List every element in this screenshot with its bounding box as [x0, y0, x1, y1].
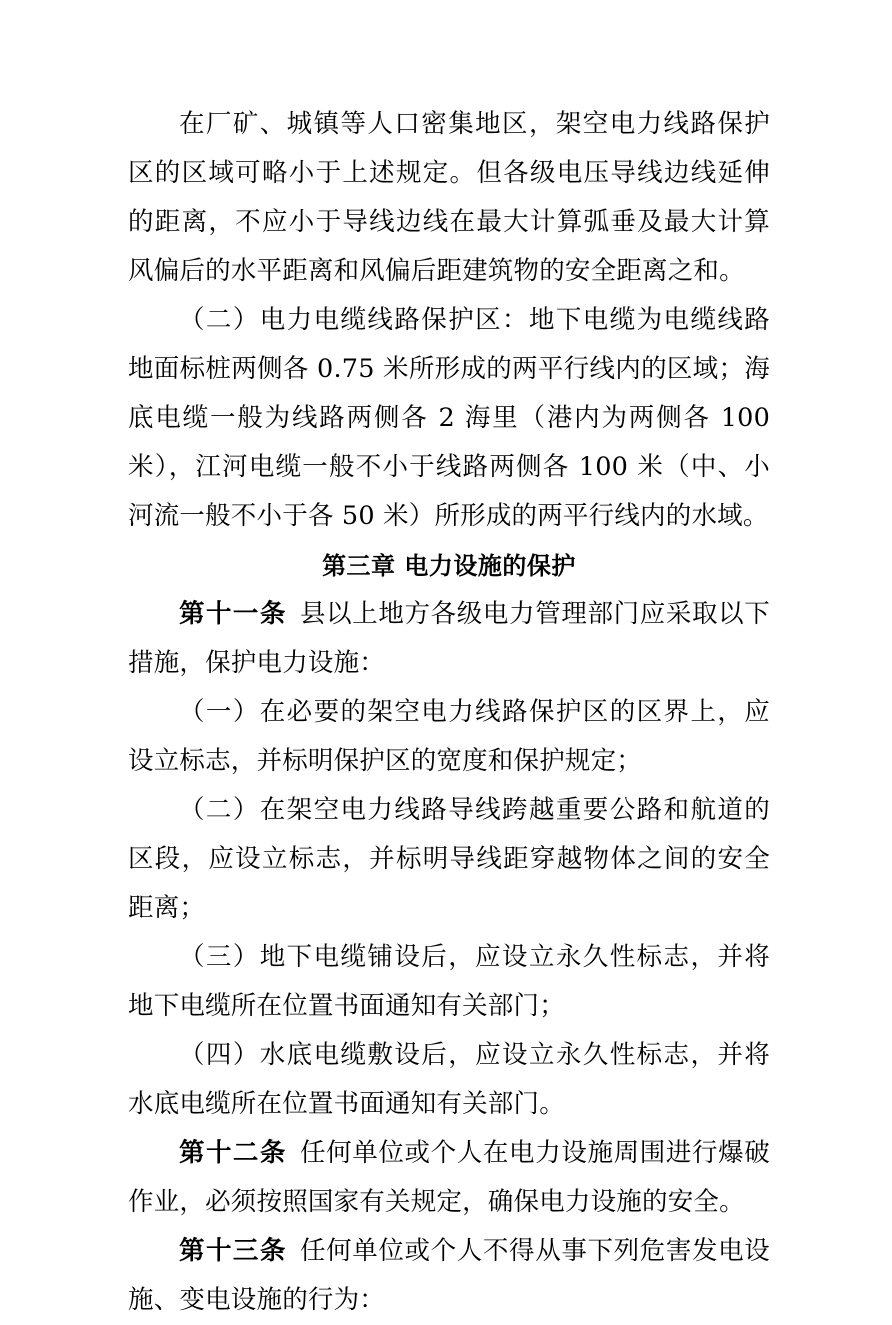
article-13-text: 任何单位或个人不得从事下列危害发电设施、变电设施的行为：: [128, 1236, 770, 1315]
paragraph-overhead-line-urban: 在厂矿、城镇等人口密集地区，架空电力线路保护区的区域可略小于上述规定。但各级电压导线边线延伸的距离，不应小于导线边线在最大计算弧垂及最大计算风偏后的水平距离和风偏后距建筑物的安全距离之和。: [128, 109, 770, 286]
article-11-item-1: （一）在必要的架空电力线路保护区的区界上，应设立标志，并标明保护区的宽度和保护规定；: [128, 697, 770, 776]
paragraph-cable-protection-zone: （二）电力电缆线路保护区：地下电缆为电缆线路地面标桩两侧各 0.75 米所形成的两平行线内的区域；海底电缆一般为线路两侧各 2 海里（港内为两侧各 100 米），江河电缆一般不小于线路两侧各 100 米（中、小河流一般不小于各 50 米）所形成的两平行线内的水域。: [128, 305, 770, 531]
chapter-heading: 第三章 电力设施的保护: [322, 551, 576, 580]
article-12-label: 第十二条: [179, 1138, 287, 1168]
article-11: [128, 590, 770, 688]
article-13: [128, 1227, 770, 1325]
article-11-item-4: （四）水底电缆敷设后，应设立永久性标志，并将水底电缆所在位置书面通知有关部门。: [128, 1040, 770, 1119]
article-11-label: 第十一条: [179, 599, 287, 629]
article-12-text: 任何单位或个人在电力设施周围进行爆破作业，必须按照国家有关规定，确保电力设施的安全。: [128, 1138, 770, 1217]
document-body: [128, 100, 770, 1325]
article-12: [128, 1129, 770, 1227]
article-11-item-2: （二）在架空电力线路导线跨越重要公路和航道的区段，应设立标志，并标明导线距穿越物体之间的安全距离；: [128, 795, 770, 923]
article-11-item-3: （三）地下电缆铺设后，应设立永久性标志，并将地下电缆所在位置书面通知有关部门；: [128, 942, 770, 1021]
article-11-text: 县以上地方各级电力管理部门应采取以下措施，保护电力设施：: [128, 599, 770, 678]
article-13-label: 第十三条: [179, 1236, 287, 1266]
